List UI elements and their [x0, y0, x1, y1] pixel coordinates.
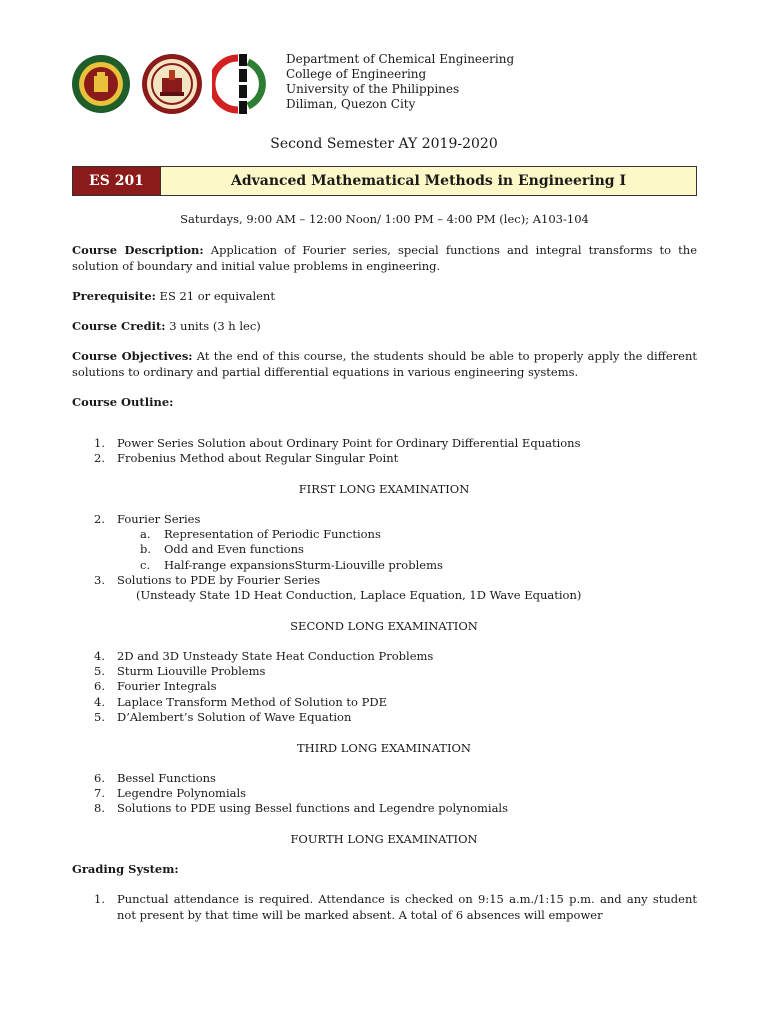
- item-number: 4.: [94, 649, 105, 663]
- list-item: [72, 892, 697, 923]
- sub-item: [72, 542, 697, 557]
- sub-item: [72, 527, 697, 542]
- outline-part-4: [72, 771, 697, 817]
- item-text: Punctual attendance is required. Attendance is checked on 9:15 a.m./1:15 p.m. and any student not present by that time will be marked absent. A total of 6 absences will empower: [117, 892, 697, 922]
- coe-seal-logo: [140, 52, 204, 116]
- exam-second: SECOND LONG EXAMINATION: [290, 619, 478, 633]
- item-number: 7.: [94, 786, 105, 801]
- list-item: [72, 451, 697, 466]
- department-address: [286, 52, 514, 112]
- sub-item-text: Representation of Periodic Functions: [164, 527, 381, 542]
- outline-part-1: [72, 436, 697, 466]
- sub-item-letter: a.: [140, 527, 151, 542]
- list-item: [72, 771, 697, 786]
- description-label: Course Description:: [72, 243, 204, 257]
- list-item: [72, 801, 697, 816]
- location-line: Diliman, Quezon City: [286, 97, 416, 111]
- exam-first: FIRST LONG EXAMINATION: [298, 482, 470, 496]
- outline-part-2: [72, 512, 697, 603]
- item-number: 1.: [94, 892, 105, 906]
- course-description: [72, 243, 697, 274]
- item-text: Sturm Liouville Problems: [117, 664, 266, 679]
- dept-line: Department of Chemical Engineering: [286, 52, 515, 66]
- up-seal-logo: [70, 52, 132, 116]
- item-text: Legendre Polynomials: [117, 786, 247, 801]
- description-text: Application of Fourier series, special functions and integral transforms to the solution of boundary and initial value problems in engineering.: [72, 243, 697, 273]
- course-credit: [72, 319, 697, 335]
- item-text: 2D and 3D Unsteady State Heat Conduction Problems: [117, 649, 434, 663]
- sub-item: [72, 558, 697, 573]
- prerequisite-text: ES 21 or equivalent: [155, 289, 275, 303]
- credit-label: Course Credit:: [72, 319, 166, 333]
- university-line: University of the Philippines: [286, 82, 460, 96]
- outline-part-3: [72, 649, 697, 725]
- item-text: Laplace Transform Method of Solution to PDE: [117, 694, 387, 709]
- semester-heading: Second Semester AY 2019-2020: [270, 136, 498, 152]
- item-number: 4.: [94, 694, 105, 709]
- item-text: Solutions to PDE by Fourier Series: [117, 572, 321, 587]
- list-item: [72, 695, 697, 710]
- outline-label: Course Outline:: [72, 395, 174, 409]
- item-note: (Unsteady State 1D Heat Conduction, Laplace Equation, 1D Wave Equation): [136, 588, 582, 603]
- list-item: [72, 436, 697, 451]
- item-text: Solutions to PDE using Bessel functions and Legendre polynomials: [117, 801, 509, 816]
- prerequisite: [72, 289, 697, 305]
- college-line: College of Engineering: [286, 67, 427, 81]
- list-item: [72, 512, 697, 527]
- sub-item-text: Half-range expansionsSturm-Liouville problems: [164, 557, 443, 572]
- grading-heading: [72, 862, 697, 878]
- item-number: 3.: [94, 572, 105, 587]
- item-text: Power Series Solution about Ordinary Point for Ordinary Differential Equations: [117, 436, 581, 450]
- course-title: Advanced Mathematical Methods in Engineering I: [161, 167, 696, 195]
- list-item: [72, 664, 697, 679]
- che-logo: [212, 52, 274, 116]
- item-number: 2.: [94, 512, 105, 526]
- exam-third: THIRD LONG EXAMINATION: [297, 741, 471, 755]
- item-text: Bessel Functions: [117, 771, 216, 785]
- grading-list: [72, 892, 697, 923]
- exam-fourth: FOURTH LONG EXAMINATION: [290, 832, 478, 846]
- item-number: 5.: [94, 664, 105, 679]
- sub-item-text: Odd and Even functions: [164, 542, 304, 557]
- item-number: 6.: [94, 679, 105, 694]
- sub-item-letter: c.: [140, 557, 151, 572]
- course-code: ES 201: [73, 167, 161, 195]
- list-item: [72, 649, 697, 664]
- item-text: Fourier Series: [117, 512, 201, 526]
- item-number: 2.: [94, 451, 105, 466]
- item-number: 8.: [94, 801, 105, 816]
- objectives-label: Course Objectives:: [72, 349, 193, 363]
- objectives-text: At the end of this course, the students should be able to properly apply the different solutions to ordinary and partial differential equations in various engineering systems.: [72, 349, 698, 379]
- item-number: 6.: [94, 771, 105, 785]
- list-item: [72, 573, 697, 588]
- course-objectives: [72, 349, 697, 380]
- sub-item-letter: b.: [140, 542, 152, 557]
- list-item: [72, 710, 697, 725]
- schedule-line: Saturdays, 9:00 AM – 12:00 Noon/ 1:00 PM – 4:00 PM (lec); A103-104: [180, 212, 589, 226]
- credit-text: 3 units (3 h lec): [165, 319, 261, 333]
- item-number: 1.: [94, 436, 105, 450]
- prerequisite-label: Prerequisite:: [72, 289, 156, 303]
- item-text: Frobenius Method about Regular Singular Point: [117, 451, 399, 466]
- item-text: D’Alembert’s Solution of Wave Equation: [117, 709, 352, 724]
- list-item: [72, 679, 697, 694]
- list-item: [72, 786, 697, 801]
- grading-label: Grading System:: [72, 862, 179, 876]
- item-text: Fourier Integrals: [117, 679, 217, 694]
- course-outline-heading: [72, 395, 697, 411]
- course-title-bar: [72, 166, 697, 196]
- item-number: 5.: [94, 709, 105, 724]
